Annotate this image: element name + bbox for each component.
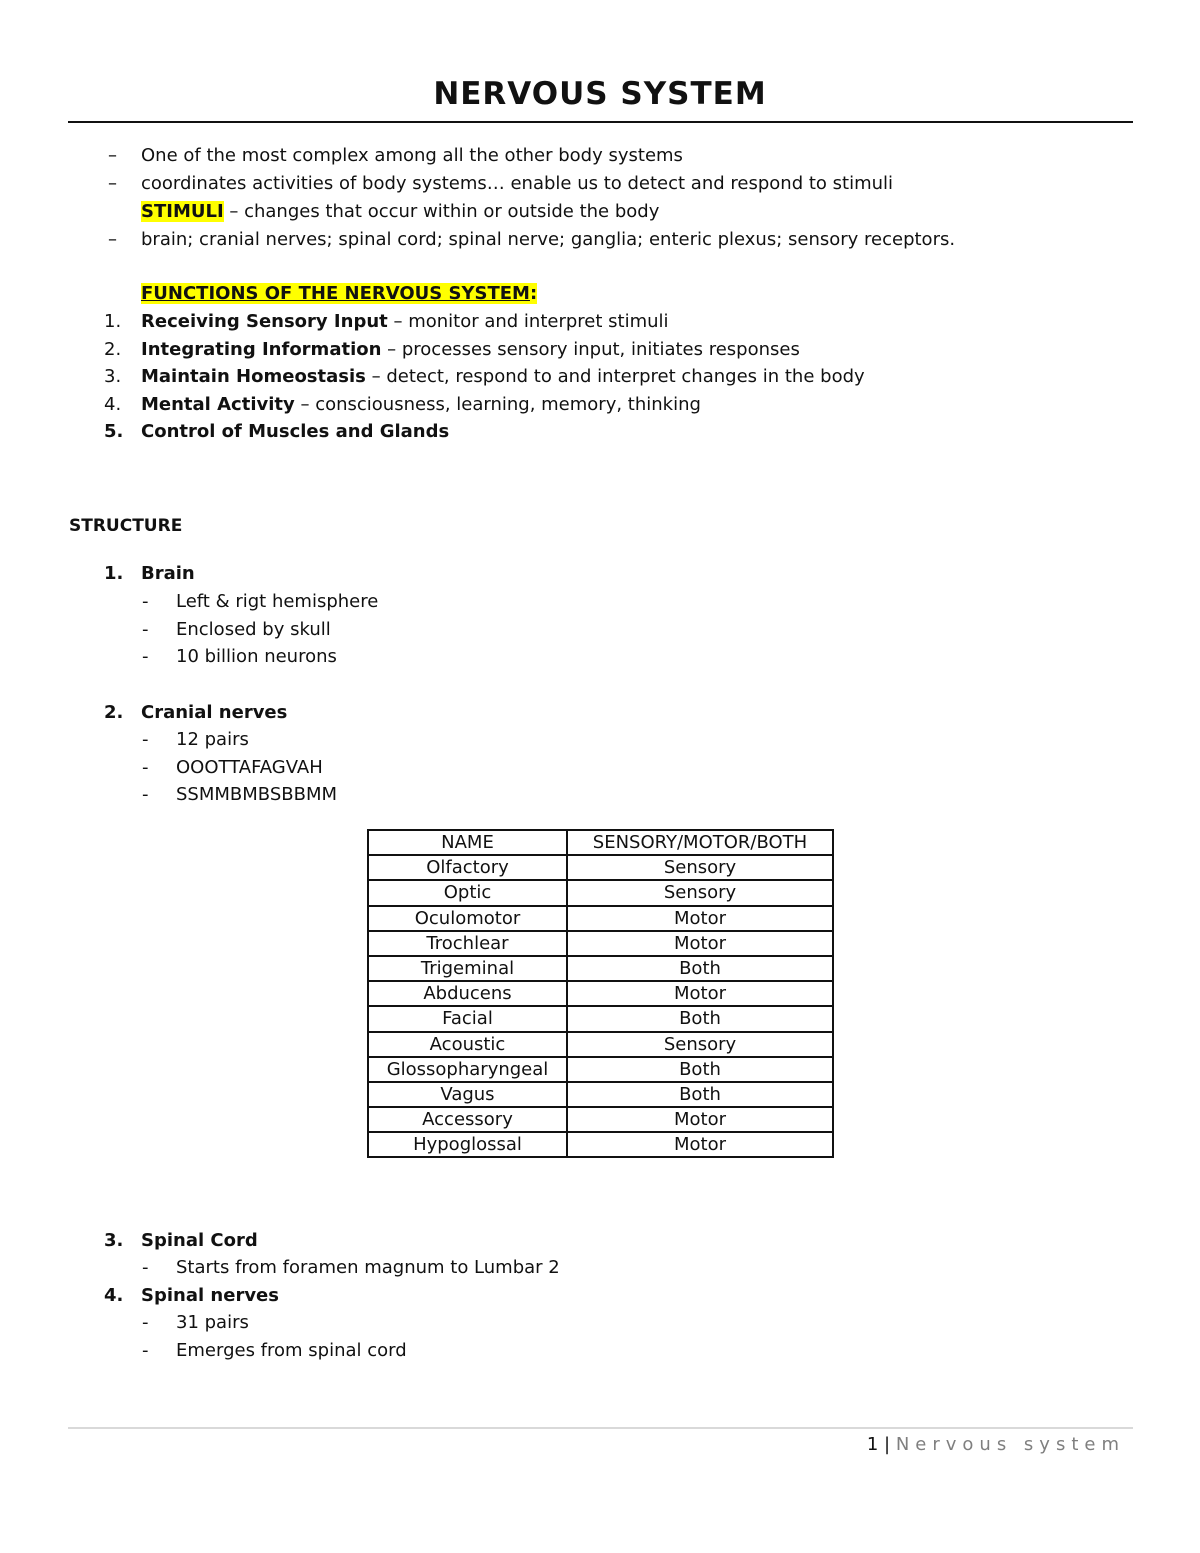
structure-num: 4. (104, 1285, 124, 1306)
table-row (368, 906, 833, 931)
table-cell: Motor (567, 981, 833, 1006)
table-cell: Both (567, 1082, 833, 1107)
brain-point: 10 billion neurons (176, 646, 337, 667)
page-number: 1 (866, 1434, 879, 1455)
cranial-point: OOOTTAFAGVAH (176, 757, 323, 778)
table-row (368, 1132, 833, 1157)
table-cell: Optic (368, 880, 567, 905)
bullet-dash: – (108, 145, 117, 166)
structure-num: 1. (104, 563, 124, 584)
table-cell: Trochlear (368, 931, 567, 956)
table-cell: Abducens (368, 981, 567, 1006)
table-row (368, 1107, 833, 1132)
brain-point: Left & rigt hemisphere (176, 591, 379, 612)
table-cell: Facial (368, 1006, 567, 1031)
table-header-row (368, 830, 833, 855)
function-desc: – detect, respond to and interpret changes in the body (365, 366, 865, 387)
table-row (368, 1032, 833, 1057)
bullet-dash: – (108, 229, 117, 250)
table-header-cell: SENSORY/MOTOR/BOTH (567, 830, 833, 855)
function-num: 2. (104, 339, 122, 360)
brain-point: Enclosed by skull (176, 619, 331, 640)
table-cell: Sensory (567, 1032, 833, 1057)
footer-separator: | (878, 1434, 896, 1455)
sub-bullet-hyphen: - (142, 591, 149, 612)
table-cell: Motor (567, 1107, 833, 1132)
sub-bullet-hyphen: - (142, 729, 149, 750)
structure-num: 3. (104, 1230, 124, 1251)
sub-bullet-hyphen: - (142, 619, 149, 640)
table-cell: Motor (567, 931, 833, 956)
stimuli-def-text: – changes that occur within or outside the body (223, 201, 660, 222)
function-item (141, 421, 449, 443)
table-row (368, 880, 833, 905)
structure-spinal-nerves-label: Spinal nerves (141, 1285, 279, 1306)
table-row (368, 981, 833, 1006)
intro-bullet-3: brain; cranial nerves; spinal cord; spinal nerve; ganglia; enteric plexus; sensory receptors. (141, 229, 956, 250)
function-num: 4. (104, 394, 122, 415)
function-term: Mental Activity (141, 394, 295, 415)
table-row (368, 855, 833, 880)
sub-bullet-hyphen: - (142, 784, 149, 805)
table-cell: Accessory (368, 1107, 567, 1132)
function-desc: – processes sensory input, initiates responses (381, 339, 800, 360)
cranial-point: 12 pairs (176, 729, 249, 750)
table-cell: Vagus (368, 1082, 567, 1107)
table-cell: Trigeminal (368, 956, 567, 981)
function-num: 1. (104, 311, 122, 332)
table-cell: Motor (567, 1132, 833, 1157)
table-header-cell: NAME (368, 830, 567, 855)
intro-bullet-1: One of the most complex among all the other body systems (141, 145, 683, 166)
sub-bullet-hyphen: - (142, 1340, 149, 1361)
table-cell: Both (567, 1006, 833, 1031)
function-num: 3. (104, 366, 122, 387)
spinal-nerves-point: 31 pairs (176, 1312, 249, 1333)
table-cell: Acoustic (368, 1032, 567, 1057)
table-cell: Motor (567, 906, 833, 931)
cranial-nerves-table (367, 829, 834, 1158)
structure-spinal-cord-label: Spinal Cord (141, 1230, 258, 1251)
function-item (141, 394, 701, 416)
table-cell: Both (567, 1057, 833, 1082)
table-cell: Both (567, 956, 833, 981)
footer-label: Nervous system (895, 1434, 1125, 1455)
functions-heading-text: FUNCTIONS OF THE NERVOUS SYSTEM (141, 283, 530, 304)
function-item (141, 311, 669, 333)
table-row (368, 956, 833, 981)
bullet-dash: – (108, 173, 117, 194)
page-title: NERVOUS SYSTEM (433, 76, 767, 112)
functions-heading (141, 283, 537, 305)
structure-cranial-label: Cranial nerves (141, 702, 288, 723)
stimuli-definition (141, 201, 659, 223)
function-term: Maintain Homeostasis (141, 366, 366, 387)
sub-bullet-hyphen: - (142, 646, 149, 667)
table-cell: Oculomotor (368, 906, 567, 931)
table-cell: Olfactory (368, 855, 567, 880)
sub-bullet-hyphen: - (142, 757, 149, 778)
footer-divider (68, 1427, 1133, 1429)
stimuli-term: STIMULI (141, 201, 224, 222)
structure-heading: STRUCTURE (69, 516, 183, 536)
table-cell: Glossopharyngeal (368, 1057, 567, 1082)
function-num: 5. (104, 421, 124, 442)
table-cell: Hypoglossal (368, 1132, 567, 1157)
function-term: Receiving Sensory Input (141, 311, 388, 332)
spinal-cord-point: Starts from foramen magnum to Lumbar 2 (176, 1257, 560, 1278)
intro-bullet-2: coordinates activities of body systems… enable us to detect and respond to stimuli (141, 173, 894, 194)
table-row (368, 1082, 833, 1107)
cranial-point: SSMMBMBSBBMM (176, 784, 338, 805)
table-row (368, 1006, 833, 1031)
function-item (141, 339, 800, 361)
table-cell: Sensory (567, 880, 833, 905)
table-row (368, 1057, 833, 1082)
sub-bullet-hyphen: - (142, 1312, 149, 1333)
page-footer (867, 1434, 1125, 1456)
function-item (141, 366, 865, 388)
sub-bullet-hyphen: - (142, 1257, 149, 1278)
spinal-nerves-point: Emerges from spinal cord (176, 1340, 407, 1361)
structure-num: 2. (104, 702, 124, 723)
table-cell: Sensory (567, 855, 833, 880)
structure-brain-label: Brain (141, 563, 195, 584)
function-desc: – consciousness, learning, memory, thinking (294, 394, 701, 415)
title-divider (68, 121, 1133, 123)
functions-heading-colon: : (529, 283, 538, 304)
function-term: Control of Muscles and Glands (141, 421, 450, 442)
function-desc: – monitor and interpret stimuli (387, 311, 669, 332)
table-row (368, 931, 833, 956)
function-term: Integrating Information (141, 339, 382, 360)
